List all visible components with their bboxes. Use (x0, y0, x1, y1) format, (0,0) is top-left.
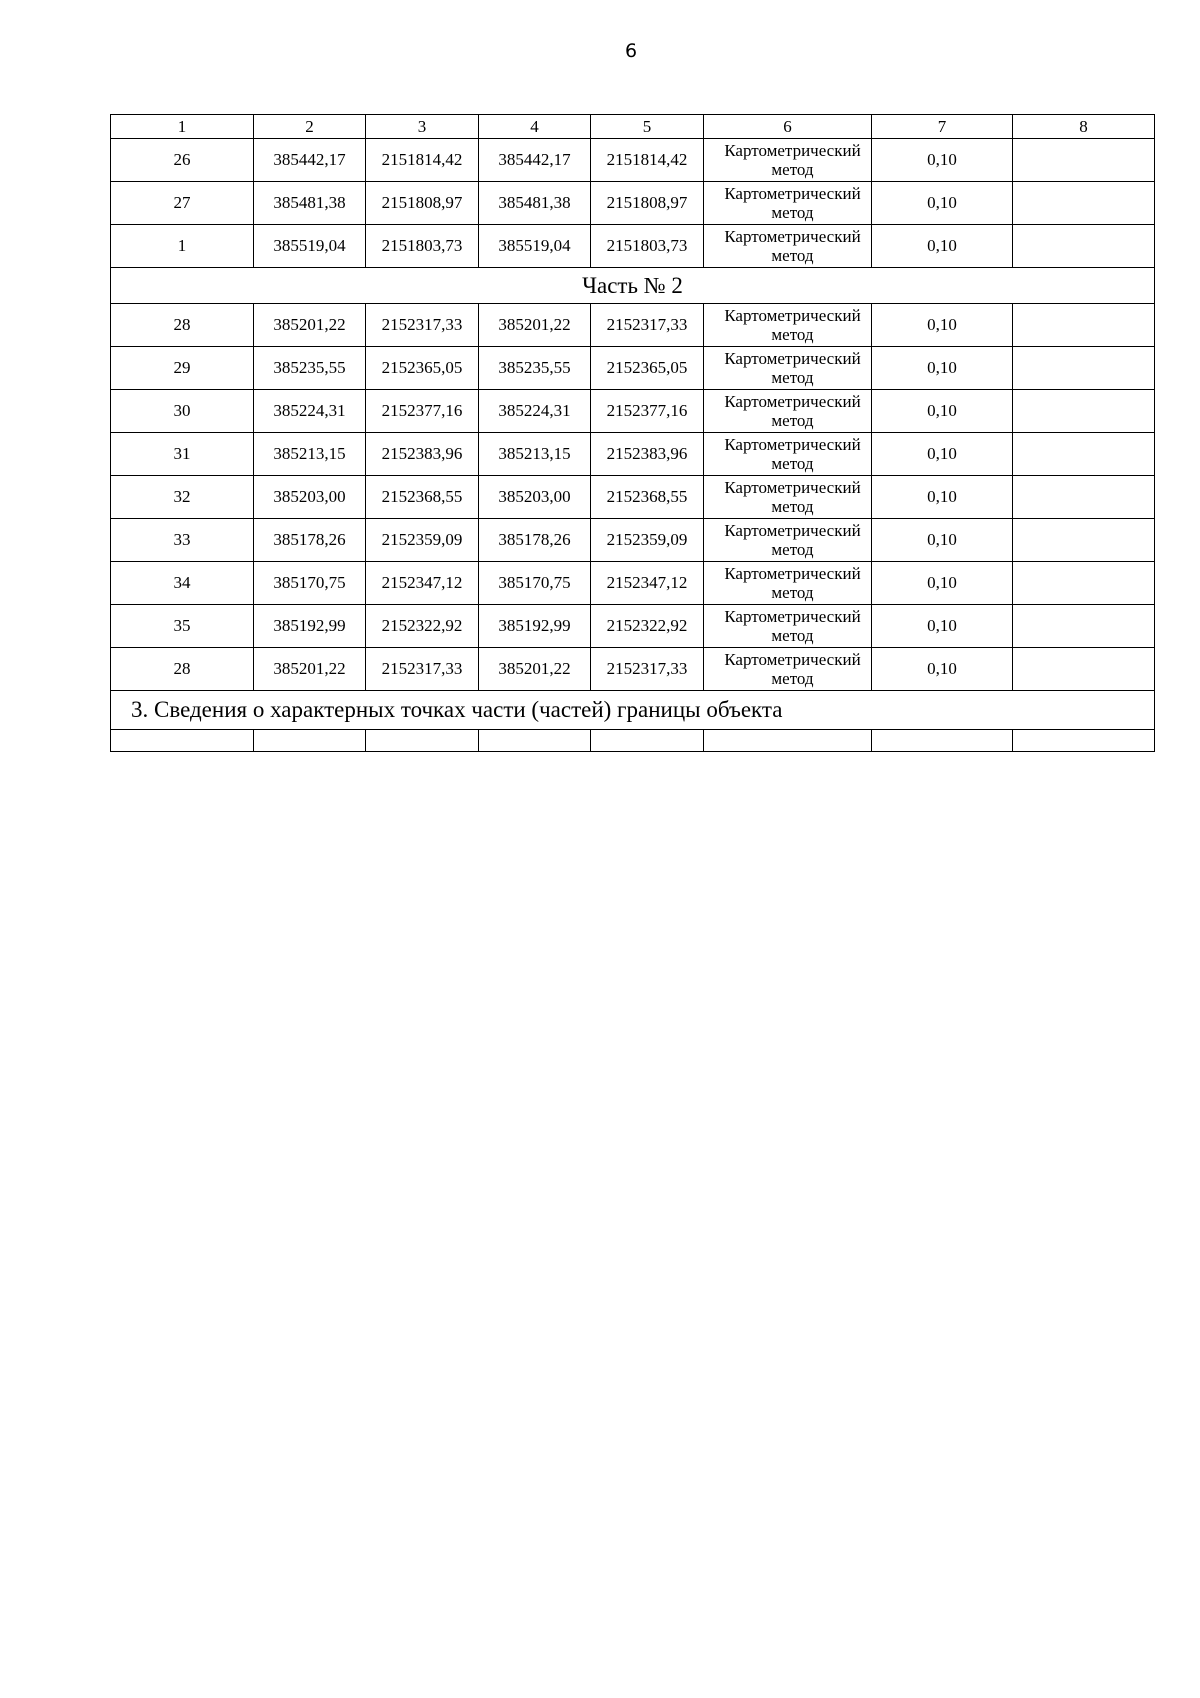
empty-cell (591, 730, 704, 752)
method-cell: Картометрический метод (704, 519, 872, 562)
x-coord-2-cell: 385224,31 (479, 390, 591, 433)
column-number-row (111, 115, 1155, 139)
y-coord-cell: 2151803,73 (366, 225, 479, 268)
y-coord-cell: 2152317,33 (366, 648, 479, 691)
accuracy-cell: 0,10 (872, 519, 1013, 562)
accuracy-cell: 0,10 (872, 182, 1013, 225)
x-coord-cell: 385201,22 (254, 648, 366, 691)
note-cell (1013, 139, 1155, 182)
y-coord-2-cell: 2151814,42 (591, 139, 704, 182)
note-cell (1013, 433, 1155, 476)
point-number-cell: 30 (111, 390, 254, 433)
table-row (111, 648, 1155, 691)
y-coord-2-cell: 2152322,92 (591, 605, 704, 648)
x-coord-cell: 385178,26 (254, 519, 366, 562)
method-cell: Картометрический метод (704, 304, 872, 347)
method-cell: Картометрический метод (704, 648, 872, 691)
note-cell (1013, 225, 1155, 268)
section-heading: 3. Сведения о характерных точках части (частей) границы объекта (111, 691, 1155, 730)
x-coord-2-cell: 385235,55 (479, 347, 591, 390)
x-coord-2-cell: 385170,75 (479, 562, 591, 605)
x-coord-cell: 385201,22 (254, 304, 366, 347)
table-row (111, 390, 1155, 433)
page-number: 6 (624, 40, 638, 62)
x-coord-2-cell: 385213,15 (479, 433, 591, 476)
method-cell: Картометрический метод (704, 139, 872, 182)
point-number-cell: 35 (111, 605, 254, 648)
y-coord-2-cell: 2152377,16 (591, 390, 704, 433)
x-coord-cell: 385481,38 (254, 182, 366, 225)
note-cell (1013, 605, 1155, 648)
note-cell (1013, 476, 1155, 519)
table-row (111, 519, 1155, 562)
table-row (111, 304, 1155, 347)
table-row (111, 139, 1155, 182)
y-coord-cell: 2152368,55 (366, 476, 479, 519)
empty-cell (366, 730, 479, 752)
x-coord-2-cell: 385201,22 (479, 648, 591, 691)
y-coord-2-cell: 2152368,55 (591, 476, 704, 519)
note-cell (1013, 304, 1155, 347)
method-cell: Картометрический метод (704, 347, 872, 390)
empty-cell (1013, 730, 1155, 752)
column-number-header: 7 (872, 115, 1013, 139)
accuracy-cell: 0,10 (872, 225, 1013, 268)
accuracy-cell: 0,10 (872, 139, 1013, 182)
coordinates-table (110, 114, 1155, 752)
y-coord-cell: 2151814,42 (366, 139, 479, 182)
x-coord-cell: 385192,99 (254, 605, 366, 648)
y-coord-2-cell: 2152317,33 (591, 648, 704, 691)
note-cell (1013, 519, 1155, 562)
accuracy-cell: 0,10 (872, 562, 1013, 605)
y-coord-2-cell: 2152317,33 (591, 304, 704, 347)
method-cell: Картометрический метод (704, 605, 872, 648)
x-coord-cell: 385235,55 (254, 347, 366, 390)
table-row (111, 433, 1155, 476)
x-coord-cell: 385442,17 (254, 139, 366, 182)
note-cell (1013, 182, 1155, 225)
note-cell (1013, 390, 1155, 433)
method-cell: Картометрический метод (704, 562, 872, 605)
section-heading-row (111, 691, 1155, 730)
accuracy-cell: 0,10 (872, 304, 1013, 347)
method-cell: Картометрический метод (704, 476, 872, 519)
accuracy-cell: 0,10 (872, 347, 1013, 390)
column-number-header: 1 (111, 115, 254, 139)
point-number-cell: 28 (111, 304, 254, 347)
y-coord-cell: 2152317,33 (366, 304, 479, 347)
x-coord-2-cell: 385203,00 (479, 476, 591, 519)
table-row (111, 225, 1155, 268)
empty-cell (704, 730, 872, 752)
point-number-cell: 29 (111, 347, 254, 390)
point-number-cell: 27 (111, 182, 254, 225)
x-coord-2-cell: 385192,99 (479, 605, 591, 648)
empty-cell (111, 730, 254, 752)
x-coord-cell: 385170,75 (254, 562, 366, 605)
table-row (111, 562, 1155, 605)
column-number-header: 8 (1013, 115, 1155, 139)
x-coord-2-cell: 385178,26 (479, 519, 591, 562)
x-coord-2-cell: 385481,38 (479, 182, 591, 225)
table-row (111, 182, 1155, 225)
accuracy-cell: 0,10 (872, 476, 1013, 519)
note-cell (1013, 562, 1155, 605)
method-cell: Картометрический метод (704, 182, 872, 225)
y-coord-2-cell: 2152347,12 (591, 562, 704, 605)
accuracy-cell: 0,10 (872, 648, 1013, 691)
x-coord-cell: 385213,15 (254, 433, 366, 476)
y-coord-2-cell: 2151808,97 (591, 182, 704, 225)
x-coord-2-cell: 385442,17 (479, 139, 591, 182)
y-coord-cell: 2152377,16 (366, 390, 479, 433)
note-cell (1013, 347, 1155, 390)
y-coord-cell: 2152322,92 (366, 605, 479, 648)
y-coord-cell: 2152359,09 (366, 519, 479, 562)
y-coord-cell: 2152383,96 (366, 433, 479, 476)
part-heading: Часть № 2 (111, 268, 1155, 304)
x-coord-2-cell: 385519,04 (479, 225, 591, 268)
empty-cell (479, 730, 591, 752)
y-coord-cell: 2152365,05 (366, 347, 479, 390)
column-number-header: 6 (704, 115, 872, 139)
table-row (111, 347, 1155, 390)
empty-cell (254, 730, 366, 752)
column-number-header: 5 (591, 115, 704, 139)
point-number-cell: 26 (111, 139, 254, 182)
x-coord-cell: 385519,04 (254, 225, 366, 268)
accuracy-cell: 0,10 (872, 390, 1013, 433)
accuracy-cell: 0,10 (872, 605, 1013, 648)
y-coord-2-cell: 2151803,73 (591, 225, 704, 268)
method-cell: Картометрический метод (704, 390, 872, 433)
point-number-cell: 34 (111, 562, 254, 605)
table-row (111, 476, 1155, 519)
method-cell: Картометрический метод (704, 433, 872, 476)
method-cell: Картометрический метод (704, 225, 872, 268)
point-number-cell: 31 (111, 433, 254, 476)
table-row (111, 605, 1155, 648)
column-number-header: 3 (366, 115, 479, 139)
y-coord-2-cell: 2152383,96 (591, 433, 704, 476)
column-number-header: 2 (254, 115, 366, 139)
point-number-cell: 1 (111, 225, 254, 268)
point-number-cell: 33 (111, 519, 254, 562)
point-number-cell: 28 (111, 648, 254, 691)
empty-cell (872, 730, 1013, 752)
x-coord-2-cell: 385201,22 (479, 304, 591, 347)
x-coord-cell: 385224,31 (254, 390, 366, 433)
empty-row (111, 730, 1155, 752)
x-coord-cell: 385203,00 (254, 476, 366, 519)
accuracy-cell: 0,10 (872, 433, 1013, 476)
y-coord-cell: 2152347,12 (366, 562, 479, 605)
part-heading-row (111, 268, 1155, 304)
note-cell (1013, 648, 1155, 691)
y-coord-2-cell: 2152359,09 (591, 519, 704, 562)
y-coord-cell: 2151808,97 (366, 182, 479, 225)
column-number-header: 4 (479, 115, 591, 139)
point-number-cell: 32 (111, 476, 254, 519)
y-coord-2-cell: 2152365,05 (591, 347, 704, 390)
